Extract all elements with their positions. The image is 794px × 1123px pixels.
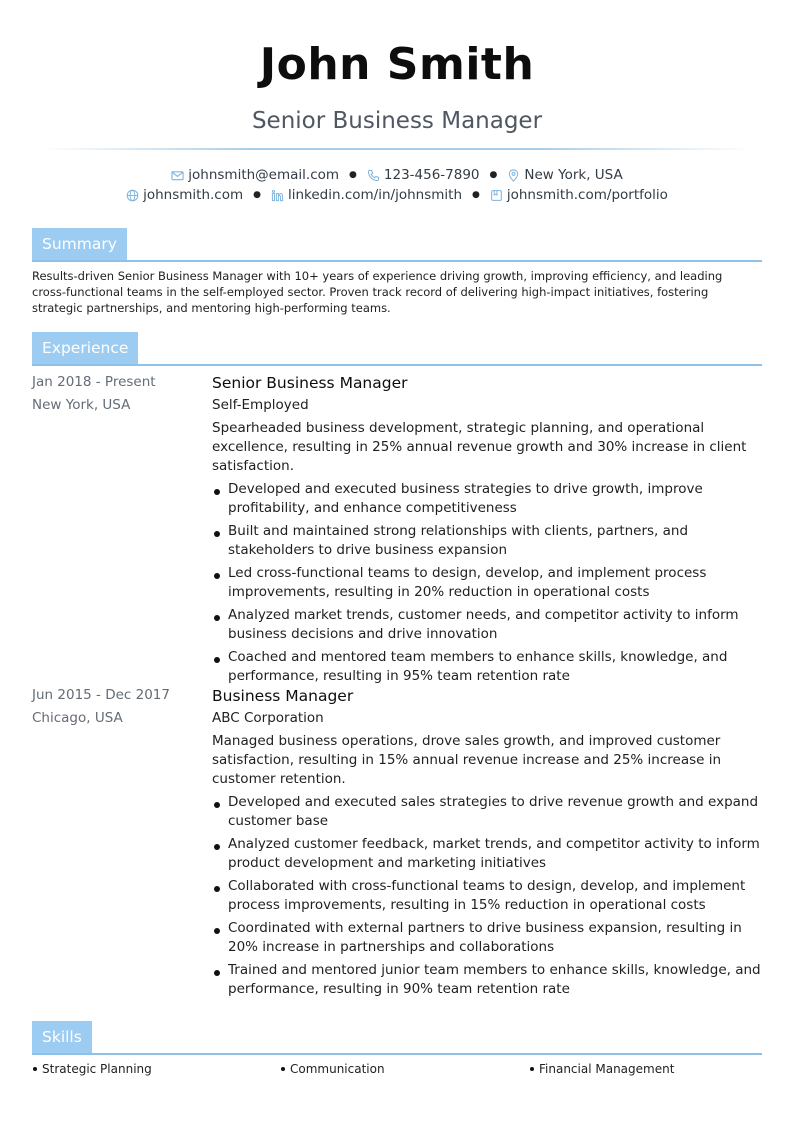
linkedin-text: linkedin.com/in/johnsmith	[287, 187, 462, 203]
job-entry	[212, 372, 764, 690]
job-location: New York, USA	[32, 397, 131, 413]
job-dates: Jun 2015 - Dec 2017	[32, 687, 170, 703]
contact-location	[507, 166, 622, 184]
mail-icon	[171, 169, 184, 182]
job-description: Spearheaded business development, strategic planning, and operational excellence, resulting in 25% annual revenue growth and 30% increase in client satisfaction.	[212, 420, 747, 474]
list-item: Led cross-functional teams to design, develop, and implement process improvements, resulting in 20% reduction in operational costs	[212, 564, 764, 602]
phone-icon	[367, 169, 380, 182]
contact-row-1	[0, 166, 794, 184]
skill-item: Strategic Planning	[32, 1061, 152, 1077]
skill-item: Communication	[280, 1061, 385, 1077]
list-item: Coordinated with external partners to drive business expansion, resulting in 20% increase in partnerships and collaborations	[212, 919, 764, 957]
job-bullets	[212, 480, 764, 686]
job-title: Business Manager	[212, 687, 354, 705]
skills-section-header	[32, 1021, 762, 1055]
phone-text: 123-456-7890	[383, 167, 480, 183]
job-dates: Jan 2018 - Present	[32, 374, 156, 390]
contact-linkedin[interactable]	[271, 186, 462, 204]
header-divider	[42, 148, 752, 150]
contact-portfolio[interactable]	[490, 186, 668, 204]
experience-heading: Experience	[32, 332, 138, 364]
globe-icon	[126, 189, 139, 202]
list-item: Trained and mentored junior team members to enhance skills, knowledge, and performance, resulting in 90% team retention rate	[212, 961, 764, 999]
list-item: Developed and executed business strategies to drive growth, improve profitability, and enhance competitiveness	[212, 480, 764, 518]
candidate-name: John Smith	[259, 39, 535, 90]
linkedin-icon	[271, 189, 284, 202]
summary-text: Results-driven Senior Business Manager with 10+ years of experience driving growth, improving efficiency, and leading cross-functional teams in the self-employed sector. Proven track record of delivering high-impact initiatives, fostering strategic partnerships, and mentoring high-performing teams.	[32, 269, 723, 315]
website-text: johnsmith.com	[143, 187, 244, 203]
contact-website[interactable]	[126, 186, 243, 204]
contact-separator: ●	[349, 170, 357, 180]
skills-heading: Skills	[32, 1021, 92, 1053]
job-location: Chicago, USA	[32, 710, 123, 726]
summary-heading: Summary	[32, 228, 127, 260]
experience-section-header	[32, 332, 762, 366]
location-pin-icon	[507, 169, 520, 182]
list-item: Developed and executed sales strategies to drive revenue growth and expand customer base	[212, 793, 764, 831]
summary-section-header	[32, 228, 762, 262]
contact-separator: ●	[253, 190, 261, 200]
email-text: johnsmith@email.com	[188, 167, 340, 183]
location-text: New York, USA	[524, 167, 623, 183]
job-title: Senior Business Manager	[212, 374, 408, 392]
contact-email[interactable]	[171, 166, 339, 184]
skill-item: Financial Management	[529, 1061, 674, 1077]
list-item: Analyzed market trends, customer needs, and competitor activity to inform business decisions and drive innovation	[212, 606, 764, 644]
candidate-role: Senior Business Manager	[251, 108, 543, 134]
contact-separator: ●	[489, 170, 498, 180]
job-description: Managed business operations, drove sales growth, and improved customer satisfaction, resulting in 15% annual revenue increase and 25% increase in customer retention.	[212, 733, 722, 787]
job-company: Self-Employed	[212, 397, 309, 413]
list-item: Built and maintained strong relationships with clients, partners, and stakeholders to drive business expansion	[212, 522, 764, 560]
job-bullets	[212, 793, 764, 999]
job-company: ABC Corporation	[212, 710, 324, 726]
job-entry	[212, 685, 764, 1003]
portfolio-icon	[490, 189, 503, 202]
contact-row-2	[0, 186, 794, 204]
list-item: Analyzed customer feedback, market trends, and competitor activity to inform product development and marketing initiatives	[212, 835, 764, 873]
list-item: Collaborated with cross-functional teams to design, develop, and implement process improvements, resulting in 15% reduction in operational costs	[212, 877, 764, 915]
portfolio-text: johnsmith.com/portfolio	[506, 187, 668, 203]
list-item: Coached and mentored team members to enhance skills, knowledge, and performance, resulting in 95% team retention rate	[212, 648, 764, 686]
contact-phone[interactable]	[367, 166, 480, 184]
contact-separator: ●	[472, 190, 480, 200]
